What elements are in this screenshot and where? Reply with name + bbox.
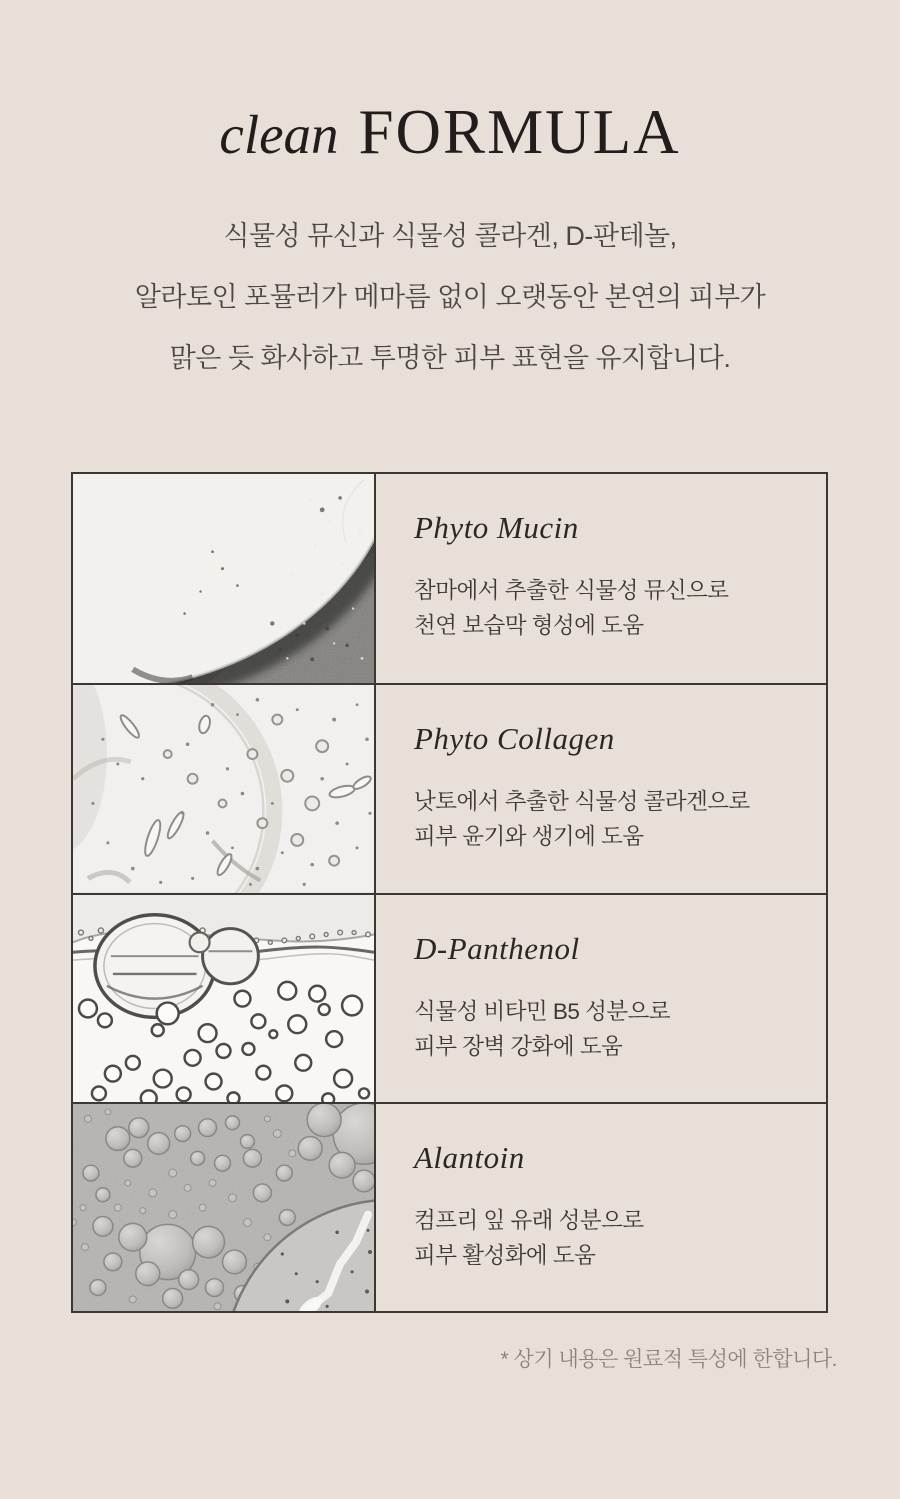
- ingredient-table: [71, 472, 828, 1313]
- gel-texture-image: [73, 685, 376, 892]
- liquid-bubbles-illustration: [73, 895, 374, 1102]
- description-line: 참마에서 추출한 식물성 뮤신으로: [414, 578, 729, 603]
- ingredient-description: [414, 573, 810, 643]
- intro-line: 맑은 듯 화사하고 투명한 피부 표현을 유지합니다.: [169, 343, 731, 373]
- footnote: * 상기 내용은 원료적 특성에 한합니다.: [500, 1348, 837, 1371]
- table-row: [73, 683, 826, 892]
- description-line: 식물성 비타민 B5 성분으로: [414, 998, 671, 1024]
- ingredient-description: [414, 784, 810, 854]
- gel-texture-illustration: [73, 685, 374, 892]
- description-line: 피부 장벽 강화에 도움: [414, 1033, 623, 1059]
- micro-bubbles-image: [73, 1104, 376, 1311]
- title-caps-word: FORMULA: [358, 97, 681, 167]
- ingredient-info: [376, 1104, 826, 1311]
- intro-line: 식물성 뮤신과 식물성 콜라겐, D-판테놀,: [223, 221, 677, 251]
- title-script-word: clean: [219, 104, 339, 165]
- ingredient-description: [414, 994, 810, 1064]
- micro-bubbles-illustration: [73, 1104, 374, 1311]
- ingredient-name: D-Panthenol: [414, 930, 580, 966]
- table-row: [73, 893, 826, 1102]
- table-row: [73, 1102, 826, 1311]
- ingredient-description: [414, 1203, 810, 1273]
- section-title: [0, 96, 900, 169]
- intro-line: 알라토인 포뮬러가 메마름 없이 오랫동안 본연의 피부가: [134, 282, 766, 312]
- ingredient-name: Phyto Collagen: [414, 721, 615, 757]
- table-row: [73, 474, 826, 683]
- yam-slice-illustration: [73, 474, 374, 683]
- description-line: 피부 윤기와 생기에 도움: [414, 824, 644, 850]
- ingredient-name: Phyto Mucin: [414, 510, 579, 545]
- description-line: 천연 보습막 형성에 도움: [414, 613, 644, 638]
- description-line: 피부 활성화에 도움: [414, 1242, 596, 1268]
- ingredient-info: [376, 474, 826, 683]
- description-line: 컴프리 잎 유래 성분으로: [414, 1207, 644, 1233]
- liquid-surface-bubbles-image: [73, 895, 376, 1102]
- ingredient-info: [376, 685, 826, 892]
- ingredient-info: [376, 895, 826, 1102]
- yam-slice-image: [73, 474, 376, 683]
- intro-paragraph: [0, 206, 900, 389]
- description-line: 낫토에서 추출한 식물성 콜라겐으로: [414, 789, 750, 815]
- ingredient-name: Alantoin: [414, 1139, 525, 1175]
